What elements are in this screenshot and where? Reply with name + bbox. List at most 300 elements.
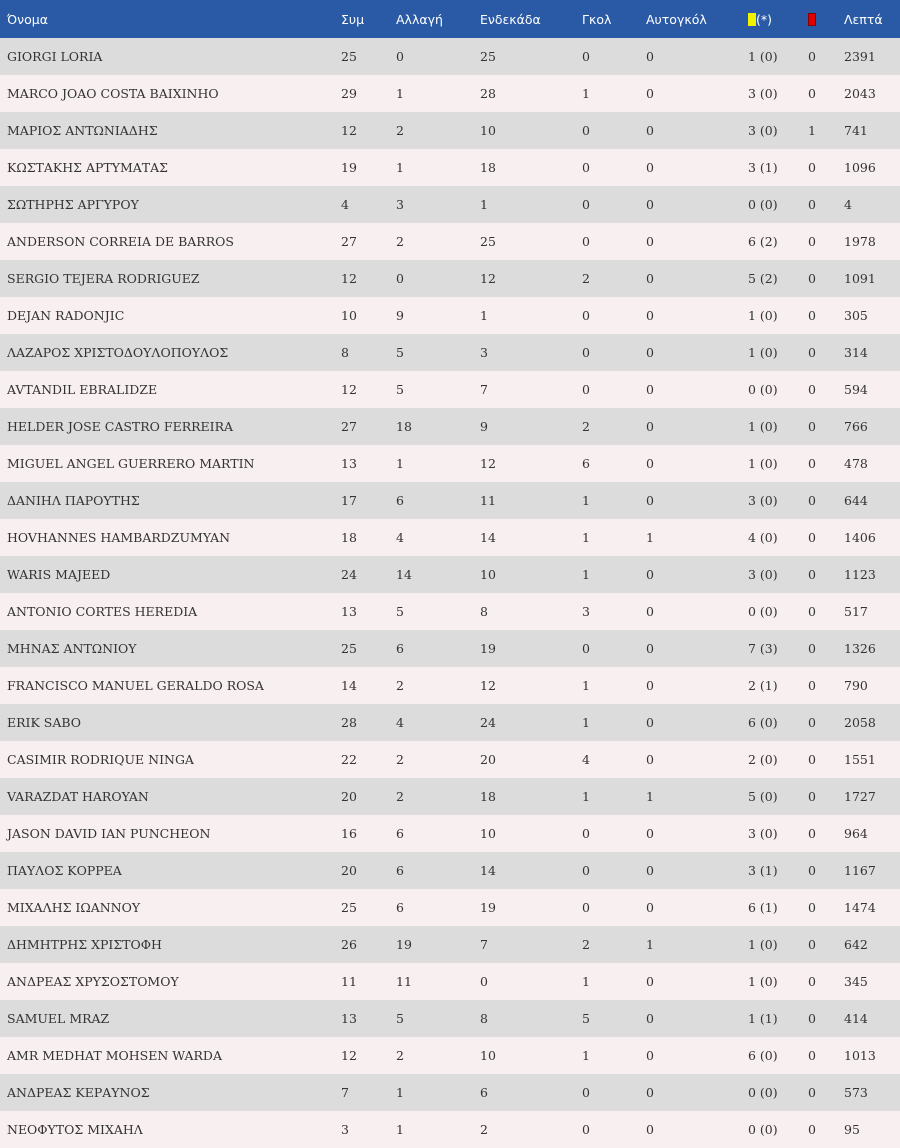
own-goals-cell: 0 — [646, 826, 654, 841]
goals-cell: 1 — [582, 567, 590, 582]
minutes-cell: 517 — [844, 604, 868, 619]
appearances-cell: 13 — [341, 604, 357, 619]
table-row — [0, 556, 900, 593]
minutes-cell: 1727 — [844, 789, 876, 804]
yellow-cards-cell: 0 (0) — [748, 604, 778, 619]
goals-cell: 1 — [582, 530, 590, 545]
player-name-cell: WARIS MAJEED — [7, 567, 111, 582]
starts-cell: 12 — [480, 456, 496, 471]
starts-cell: 10 — [480, 123, 496, 138]
yellow-cards-cell: 4 (0) — [748, 530, 778, 545]
appearances-cell: 8 — [341, 345, 349, 360]
table-row — [0, 704, 900, 741]
starts-cell: 10 — [480, 567, 496, 582]
own-goals-cell: 0 — [646, 160, 654, 175]
yellow-cards-cell: 6 (0) — [748, 715, 778, 730]
own-goals-cell: 0 — [646, 49, 654, 64]
goals-cell: 6 — [582, 456, 590, 471]
table-row — [0, 741, 900, 778]
player-name-cell: ANTONIO CORTES HEREDIA — [7, 604, 198, 619]
substitutions-cell: 0 — [396, 271, 404, 286]
minutes-cell: 594 — [844, 382, 868, 397]
player-name-cell: JASON DAVID IAN PUNCHEON — [7, 826, 211, 841]
goals-cell: 0 — [582, 49, 590, 64]
column-header-starts[interactable]: Ενδεκάδα — [473, 0, 575, 38]
starts-cell: 28 — [480, 86, 496, 101]
appearances-cell: 20 — [341, 789, 357, 804]
red-cards-cell: 0 — [808, 900, 816, 915]
column-header-yellow-cards[interactable] — [741, 0, 801, 38]
goals-cell: 1 — [582, 86, 590, 101]
red-cards-cell: 0 — [808, 86, 816, 101]
starts-cell: 19 — [480, 900, 496, 915]
yellow-cards-cell: 3 (1) — [748, 863, 778, 878]
goals-cell: 0 — [582, 123, 590, 138]
red-cards-cell: 0 — [808, 1122, 816, 1137]
table-row — [0, 963, 900, 1000]
starts-cell: 2 — [480, 1122, 488, 1137]
starts-cell: 9 — [480, 419, 488, 434]
player-name-cell: ΠΑΥΛΟΣ ΚΟΡΡΕΑ — [7, 863, 122, 878]
goals-cell: 0 — [582, 308, 590, 323]
yellow-cards-cell: 1 (0) — [748, 419, 778, 434]
appearances-cell: 12 — [341, 271, 357, 286]
yellow-cards-cell: 1 (0) — [748, 974, 778, 989]
substitutions-cell: 6 — [396, 493, 404, 508]
starts-cell: 18 — [480, 789, 496, 804]
appearances-cell: 17 — [341, 493, 357, 508]
own-goals-cell: 0 — [646, 1122, 654, 1137]
appearances-cell: 12 — [341, 1048, 357, 1063]
red-cards-cell: 1 — [808, 123, 816, 138]
red-cards-cell: 0 — [808, 234, 816, 249]
table-row — [0, 38, 900, 75]
own-goals-cell: 0 — [646, 123, 654, 138]
substitutions-cell: 6 — [396, 641, 404, 656]
red-cards-cell: 0 — [808, 789, 816, 804]
minutes-cell: 2043 — [844, 86, 876, 101]
own-goals-cell: 0 — [646, 86, 654, 101]
minutes-cell: 1096 — [844, 160, 876, 175]
yellow-cards-cell: 0 (0) — [748, 382, 778, 397]
substitutions-cell: 2 — [396, 678, 404, 693]
red-cards-cell: 0 — [808, 974, 816, 989]
own-goals-cell: 0 — [646, 1085, 654, 1100]
player-name-cell: FRANCISCO MANUEL GERALDO ROSA — [7, 678, 264, 693]
red-cards-cell: 0 — [808, 197, 816, 212]
yellow-card-icon — [748, 13, 756, 26]
substitutions-cell: 2 — [396, 789, 404, 804]
yellow-cards-cell: 2 (1) — [748, 678, 778, 693]
table-row — [0, 519, 900, 556]
minutes-cell: 790 — [844, 678, 868, 693]
minutes-cell: 964 — [844, 826, 868, 841]
starts-cell: 25 — [480, 234, 496, 249]
minutes-cell: 305 — [844, 308, 868, 323]
minutes-cell: 1091 — [844, 271, 876, 286]
starts-cell: 19 — [480, 641, 496, 656]
appearances-cell: 27 — [341, 234, 357, 249]
goals-cell: 0 — [582, 382, 590, 397]
own-goals-cell: 1 — [646, 789, 654, 804]
goals-cell: 2 — [582, 271, 590, 286]
own-goals-cell: 0 — [646, 382, 654, 397]
appearances-cell: 19 — [341, 160, 357, 175]
substitutions-cell: 2 — [396, 123, 404, 138]
yellow-cards-cell: 3 (0) — [748, 86, 778, 101]
substitutions-cell: 2 — [396, 234, 404, 249]
substitutions-cell: 5 — [396, 1011, 404, 1026]
appearances-cell: 25 — [341, 49, 357, 64]
minutes-cell: 1326 — [844, 641, 876, 656]
starts-cell: 14 — [480, 863, 496, 878]
substitutions-cell: 3 — [396, 197, 404, 212]
substitutions-cell: 1 — [396, 456, 404, 471]
own-goals-cell: 0 — [646, 1011, 654, 1026]
substitutions-cell: 1 — [396, 1122, 404, 1137]
own-goals-cell: 0 — [646, 234, 654, 249]
own-goals-cell: 0 — [646, 863, 654, 878]
starts-cell: 0 — [480, 974, 488, 989]
appearances-cell: 22 — [341, 752, 357, 767]
goals-cell: 1 — [582, 678, 590, 693]
minutes-cell: 95 — [844, 1122, 860, 1137]
red-cards-cell: 0 — [808, 49, 816, 64]
yellow-cards-cell: 0 (0) — [748, 1122, 778, 1137]
column-header-name[interactable]: Όνομα — [0, 0, 334, 38]
table-row — [0, 112, 900, 149]
player-name-cell: ΚΩΣΤΑΚΗΣ ΑΡΤΥΜΑΤΑΣ — [7, 160, 169, 175]
table-row — [0, 482, 900, 519]
starts-cell: 10 — [480, 826, 496, 841]
substitutions-cell: 14 — [396, 567, 412, 582]
player-name-cell: MARCO JOAO COSTA BAIXINHO — [7, 86, 219, 101]
player-name-cell: SERGIO TEJERA RODRIGUEZ — [7, 271, 200, 286]
player-name-cell: ΜΗΝΑΣ ΑΝΤΩΝΙΟΥ — [7, 641, 137, 656]
substitutions-cell: 5 — [396, 382, 404, 397]
goals-cell: 1 — [582, 789, 590, 804]
own-goals-cell: 0 — [646, 197, 654, 212]
table-row — [0, 260, 900, 297]
table-row — [0, 1074, 900, 1111]
red-cards-cell: 0 — [808, 863, 816, 878]
starts-cell: 10 — [480, 1048, 496, 1063]
yellow-cards-cell: 1 (0) — [748, 49, 778, 64]
substitutions-cell: 1 — [396, 160, 404, 175]
player-name-cell: VARAZDAT HAROYAN — [7, 789, 149, 804]
player-name-cell: ERIK SABO — [7, 715, 82, 730]
red-card-icon — [808, 13, 816, 26]
table-row — [0, 1000, 900, 1037]
own-goals-cell: 1 — [646, 530, 654, 545]
substitutions-cell: 2 — [396, 1048, 404, 1063]
column-header-red-cards[interactable] — [801, 0, 837, 38]
appearances-cell: 10 — [341, 308, 357, 323]
yellow-cards-cell: 3 (0) — [748, 493, 778, 508]
minutes-cell: 1551 — [844, 752, 876, 767]
table-row — [0, 75, 900, 112]
starts-cell: 1 — [480, 197, 488, 212]
yellow-card-suffix: (*) — [756, 11, 773, 27]
yellow-cards-cell: 3 (0) — [748, 123, 778, 138]
minutes-cell: 345 — [844, 974, 868, 989]
column-header-sub[interactable]: Αλλαγή — [389, 0, 473, 38]
player-name-cell: ΔΑΝΙΗΛ ΠΑΡΟΥΤΗΣ — [7, 493, 140, 508]
minutes-cell: 314 — [844, 345, 868, 360]
minutes-cell: 642 — [844, 937, 868, 952]
table-row — [0, 445, 900, 482]
substitutions-cell: 19 — [396, 937, 412, 952]
table-row — [0, 1037, 900, 1074]
appearances-cell: 13 — [341, 1011, 357, 1026]
player-name-cell: ΑΝΔΡΕΑΣ ΧΡΥΣΟΣΤΟΜΟΥ — [7, 974, 179, 989]
substitutions-cell: 1 — [396, 86, 404, 101]
player-name-cell: HOVHANNES HAMBARDZUMYAN — [7, 530, 231, 545]
starts-cell: 8 — [480, 604, 488, 619]
table-row — [0, 815, 900, 852]
yellow-cards-cell: 1 (0) — [748, 345, 778, 360]
player-name-cell: MIGUEL ANGEL GUERRERO MARTIN — [7, 456, 255, 471]
red-cards-cell: 0 — [808, 678, 816, 693]
red-cards-cell: 0 — [808, 530, 816, 545]
player-name-cell: ΝΕΟΦΥΤΟΣ ΜΙΧΑΗΛ — [7, 1122, 143, 1137]
own-goals-cell: 0 — [646, 1048, 654, 1063]
minutes-cell: 1167 — [844, 863, 876, 878]
starts-cell: 12 — [480, 678, 496, 693]
player-name-cell: ΜΑΡΙΟΣ ΑΝΤΩΝΙΑΔΗΣ — [7, 123, 158, 138]
goals-cell: 1 — [582, 974, 590, 989]
column-header-own-goals[interactable]: Αυτογκόλ — [639, 0, 741, 38]
yellow-cards-cell: 3 (1) — [748, 160, 778, 175]
minutes-cell: 644 — [844, 493, 868, 508]
yellow-cards-cell: 3 (0) — [748, 826, 778, 841]
appearances-cell: 18 — [341, 530, 357, 545]
player-name-cell: SAMUEL MRAZ — [7, 1011, 110, 1026]
yellow-cards-cell: 0 (0) — [748, 1085, 778, 1100]
goals-cell: 0 — [582, 1122, 590, 1137]
starts-cell: 24 — [480, 715, 496, 730]
player-name-cell: AMR MEDHAT MOHSEN WARDA — [7, 1048, 222, 1063]
starts-cell: 8 — [480, 1011, 488, 1026]
table-row — [0, 593, 900, 630]
starts-cell: 25 — [480, 49, 496, 64]
table-header-row — [0, 0, 900, 38]
goals-cell: 2 — [582, 937, 590, 952]
goals-cell: 0 — [582, 160, 590, 175]
goals-cell: 0 — [582, 345, 590, 360]
red-cards-cell: 0 — [808, 567, 816, 582]
starts-cell: 20 — [480, 752, 496, 767]
own-goals-cell: 0 — [646, 271, 654, 286]
red-cards-cell: 0 — [808, 308, 816, 323]
yellow-cards-cell: 6 (1) — [748, 900, 778, 915]
own-goals-cell: 0 — [646, 493, 654, 508]
starts-cell: 7 — [480, 382, 488, 397]
red-cards-cell: 0 — [808, 382, 816, 397]
red-cards-cell: 0 — [808, 826, 816, 841]
substitutions-cell: 11 — [396, 974, 412, 989]
red-cards-cell: 0 — [808, 1011, 816, 1026]
player-name-cell: AVTANDIL EBRALIDZE — [7, 382, 158, 397]
own-goals-cell: 0 — [646, 678, 654, 693]
table-row — [0, 408, 900, 445]
table-row — [0, 149, 900, 186]
red-cards-cell: 0 — [808, 715, 816, 730]
appearances-cell: 13 — [341, 456, 357, 471]
minutes-cell: 573 — [844, 1085, 868, 1100]
appearances-cell: 25 — [341, 900, 357, 915]
appearances-cell: 12 — [341, 123, 357, 138]
appearances-cell: 14 — [341, 678, 357, 693]
table-row — [0, 778, 900, 815]
substitutions-cell: 9 — [396, 308, 404, 323]
red-cards-cell: 0 — [808, 493, 816, 508]
own-goals-cell: 0 — [646, 567, 654, 582]
starts-cell: 12 — [480, 271, 496, 286]
minutes-cell: 741 — [844, 123, 868, 138]
appearances-cell: 25 — [341, 641, 357, 656]
table-row — [0, 223, 900, 260]
yellow-cards-cell: 2 (0) — [748, 752, 778, 767]
table-row — [0, 926, 900, 963]
starts-cell: 7 — [480, 937, 488, 952]
substitutions-cell: 6 — [396, 826, 404, 841]
yellow-cards-cell: 3 (0) — [748, 567, 778, 582]
goals-cell: 0 — [582, 197, 590, 212]
player-name-cell: ΑΝΔΡΕΑΣ ΚΕΡΑΥΝΟΣ — [7, 1085, 150, 1100]
player-name-cell: GIORGI LORIA — [7, 49, 103, 64]
player-name-cell: ΔΗΜΗΤΡΗΣ ΧΡΙΣΤΟΦΗ — [7, 937, 162, 952]
minutes-cell: 1978 — [844, 234, 876, 249]
substitutions-cell: 4 — [396, 530, 404, 545]
table-row — [0, 186, 900, 223]
own-goals-cell: 0 — [646, 308, 654, 323]
own-goals-cell: 1 — [646, 937, 654, 952]
column-header-apps[interactable]: Συμ — [334, 0, 389, 38]
yellow-cards-cell: 7 (3) — [748, 641, 778, 656]
substitutions-cell: 2 — [396, 752, 404, 767]
table-row — [0, 630, 900, 667]
minutes-cell: 766 — [844, 419, 868, 434]
own-goals-cell: 0 — [646, 345, 654, 360]
player-name-cell: ΛΑΖΑΡΟΣ ΧΡΙΣΤΟΔΟΥΛΟΠΟΥΛΟΣ — [7, 345, 229, 360]
goals-cell: 4 — [582, 752, 590, 767]
minutes-cell: 1013 — [844, 1048, 876, 1063]
own-goals-cell: 0 — [646, 419, 654, 434]
appearances-cell: 24 — [341, 567, 357, 582]
yellow-cards-cell: 6 (0) — [748, 1048, 778, 1063]
minutes-cell: 1123 — [844, 567, 876, 582]
appearances-cell: 16 — [341, 826, 357, 841]
starts-cell: 11 — [480, 493, 496, 508]
goals-cell: 3 — [582, 604, 590, 619]
column-header-minutes[interactable]: Λεπτά — [837, 0, 900, 38]
minutes-cell: 4 — [844, 197, 852, 212]
table-row — [0, 852, 900, 889]
own-goals-cell: 0 — [646, 641, 654, 656]
starts-cell: 6 — [480, 1085, 488, 1100]
own-goals-cell: 0 — [646, 715, 654, 730]
red-cards-cell: 0 — [808, 604, 816, 619]
player-name-cell: HELDER JOSE CASTRO FERREIRA — [7, 419, 234, 434]
substitutions-cell: 5 — [396, 345, 404, 360]
red-cards-cell: 0 — [808, 1048, 816, 1063]
substitutions-cell: 6 — [396, 900, 404, 915]
appearances-cell: 27 — [341, 419, 357, 434]
goals-cell: 0 — [582, 234, 590, 249]
goals-cell: 0 — [582, 641, 590, 656]
table-row — [0, 667, 900, 704]
red-cards-cell: 0 — [808, 160, 816, 175]
player-name-cell: ΜΙΧΑΛΗΣ ΙΩΑΝΝΟΥ — [7, 900, 141, 915]
yellow-cards-cell: 5 (2) — [748, 271, 778, 286]
minutes-cell: 478 — [844, 456, 868, 471]
yellow-cards-cell: 1 (1) — [748, 1011, 778, 1026]
table-row — [0, 1111, 900, 1148]
starts-cell: 1 — [480, 308, 488, 323]
table-row — [0, 334, 900, 371]
own-goals-cell: 0 — [646, 900, 654, 915]
player-name-cell: ANDERSON CORREIA DE BARROS — [7, 234, 234, 249]
goals-cell: 1 — [582, 1048, 590, 1063]
red-cards-cell: 0 — [808, 1085, 816, 1100]
substitutions-cell: 4 — [396, 715, 404, 730]
table-row — [0, 297, 900, 334]
minutes-cell: 414 — [844, 1011, 868, 1026]
red-cards-cell: 0 — [808, 752, 816, 767]
minutes-cell: 1406 — [844, 530, 876, 545]
substitutions-cell: 18 — [396, 419, 412, 434]
own-goals-cell: 0 — [646, 752, 654, 767]
appearances-cell: 4 — [341, 197, 349, 212]
red-cards-cell: 0 — [808, 271, 816, 286]
substitutions-cell: 6 — [396, 863, 404, 878]
player-name-cell: ΣΩΤΗΡΗΣ ΑΡΓΥΡΟΥ — [7, 197, 139, 212]
appearances-cell: 26 — [341, 937, 357, 952]
goals-cell: 0 — [582, 826, 590, 841]
goals-cell: 2 — [582, 419, 590, 434]
goals-cell: 0 — [582, 1085, 590, 1100]
column-header-goals[interactable]: Γκολ — [575, 0, 639, 38]
goals-cell: 0 — [582, 900, 590, 915]
goals-cell: 5 — [582, 1011, 590, 1026]
substitutions-cell: 0 — [396, 49, 404, 64]
starts-cell: 18 — [480, 160, 496, 175]
yellow-cards-cell: 1 (0) — [748, 456, 778, 471]
appearances-cell: 20 — [341, 863, 357, 878]
appearances-cell: 28 — [341, 715, 357, 730]
starts-cell: 14 — [480, 530, 496, 545]
yellow-cards-cell: 1 (0) — [748, 308, 778, 323]
red-cards-cell: 0 — [808, 937, 816, 952]
appearances-cell: 3 — [341, 1122, 349, 1137]
yellow-cards-cell: 5 (0) — [748, 789, 778, 804]
table-body — [0, 38, 900, 1148]
yellow-cards-cell: 1 (0) — [748, 937, 778, 952]
appearances-cell: 12 — [341, 382, 357, 397]
appearances-cell: 29 — [341, 86, 357, 101]
starts-cell: 3 — [480, 345, 488, 360]
substitutions-cell: 5 — [396, 604, 404, 619]
yellow-cards-cell: 6 (2) — [748, 234, 778, 249]
yellow-cards-cell: 0 (0) — [748, 197, 778, 212]
minutes-cell: 2058 — [844, 715, 876, 730]
minutes-cell: 1474 — [844, 900, 876, 915]
substitutions-cell: 1 — [396, 1085, 404, 1100]
own-goals-cell: 0 — [646, 456, 654, 471]
goals-cell: 1 — [582, 493, 590, 508]
goals-cell: 0 — [582, 863, 590, 878]
